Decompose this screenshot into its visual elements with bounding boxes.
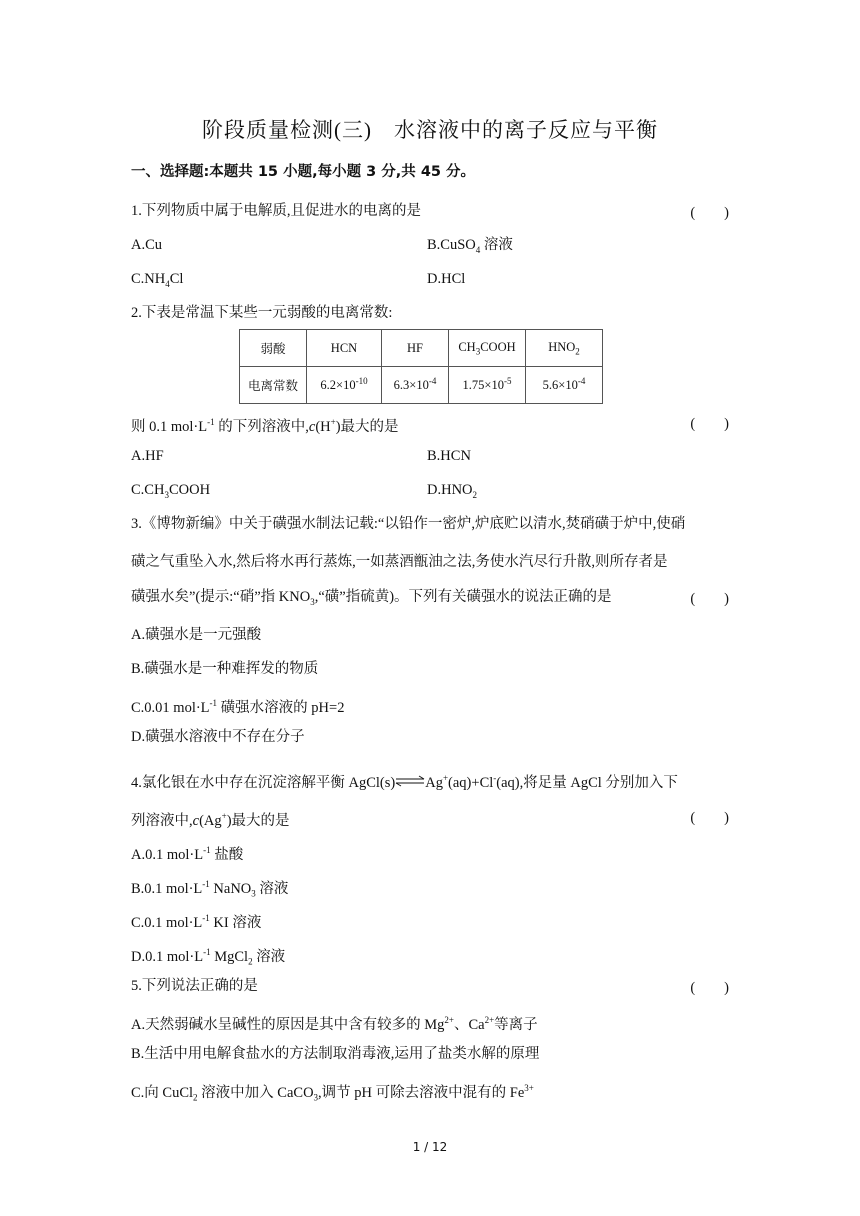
section-heading: 一、选择题:本题共 15 小题,每小题 3 分,共 45 分。 (131, 164, 476, 180)
q4-answer-blank: ( ) (690, 810, 729, 826)
q1-option-d: D.HCl (427, 271, 466, 287)
table-cell: $HNO_2$ (526, 330, 603, 367)
q3-option-a: A.磺强水是一元强酸 (131, 627, 262, 643)
q5-option-c: C.向 CuCl$_2$ 溶液中加入 CaCO$_3$,调节 pH 可除去溶液中混有的 $Fe^{3+}$ (131, 1083, 534, 1103)
q1-stem: 1.下列物质中属于电解质,且促进水的电离的是 (131, 203, 421, 219)
table-cell: 弱酸 (240, 330, 307, 367)
q3-answer-blank: ( ) (690, 591, 729, 607)
q2-option-b: B.HCN (427, 448, 471, 464)
q4-option-d: D.0.1 $mol\cdot L^{-1}$ MgCl$_2$ 溶液 (131, 947, 286, 967)
table-row (240, 367, 603, 404)
q3-line-1: 3.《博物新编》中关于磺强水制法记载:“以铅作一密炉,炉底贮以清水,焚硝磺于炉中,使硝 (131, 516, 686, 532)
table-cell: 电离常数 (240, 367, 307, 404)
table-header-row (240, 330, 603, 367)
q5-option-a: A.天然弱碱水呈碱性的原因是其中含有较多的 $Mg^{2+}$、$Ca^{2+}$等离子 (131, 1015, 538, 1033)
equilibrium-arrow-icon (395, 779, 425, 789)
acid-constant-table (239, 329, 603, 404)
q1-answer-blank: ( ) (690, 205, 729, 221)
q1-option-b: B.CuSO$_4$ 溶液 (427, 237, 513, 255)
q1-option-a: A.Cu (131, 237, 163, 253)
q5-answer-blank: ( ) (690, 980, 729, 996)
q3-option-b: B.磺强水是一种难挥发的物质 (131, 661, 319, 677)
q4-line-2: 列溶液中,c(Ag+)最大的是 (131, 811, 290, 829)
q5-stem: 5.下列说法正确的是 (131, 978, 258, 994)
q4-option-c: C.0.1 $mol\cdot L^{-1}$ KI 溶液 (131, 913, 262, 931)
q1-option-c: $C.NH_4Cl$ (131, 271, 184, 289)
page-title: 阶段质量检测(三) 水溶液中的离子反应与平衡 (202, 118, 658, 142)
q2-stem: 2.下表是常温下某些一元弱酸的电离常数: (131, 305, 393, 321)
q3-option-d: D.磺强水溶液中不存在分子 (131, 729, 305, 745)
q2-option-a: A.HF (131, 448, 164, 464)
q2-question: 则 0.1 $mol\cdot L^{-1}$ 的下列溶液中,c(H+)最大的是 (131, 417, 399, 435)
q4-option-a: A.0.1 $mol\cdot L^{-1}$ 盐酸 (131, 845, 244, 863)
q3-option-c: C.0.01 $mol\cdot L^{-1}$ 磺强水溶液的 pH=2 (131, 698, 345, 716)
table-cell: $6.3\times 10^{-4}$ (382, 367, 449, 404)
q4-option-b: B.0.1 $mol\cdot L^{-1}$ NaNO$_3$ 溶液 (131, 879, 289, 899)
table-cell: $6.2\times 10^{-10}$ (307, 367, 382, 404)
q2-answer-blank: ( ) (690, 416, 729, 432)
table-cell: $1.75\times 10^{-5}$ (449, 367, 526, 404)
q4-line-1: 4.氯化银在水中存在沉淀溶解平衡 AgCl(s) Ag+(aq)+Cl-(aq),将足量 AgCl 分别加入下 (131, 773, 678, 791)
q2-option-d: $D.HNO_2$ (427, 482, 478, 500)
q2-option-c: $C.CH_3COOH$ (131, 482, 211, 500)
q5-option-b: B.生活中用电解食盐水的方法制取消毒液,运用了盐类水解的原理 (131, 1046, 540, 1062)
page-number: 1 / 12 (412, 1140, 448, 1154)
q3-line-3: 磺强水矣”(提示:“硝”指 $KNO_3,“$磺”指硫黄)。下列有关磺强水的说法正确的是 (131, 589, 612, 607)
table-cell: $CH_3COOH$ (449, 330, 526, 367)
table-cell: $5.6\times 10^{-4}$ (526, 367, 603, 404)
table-cell: HCN (307, 330, 382, 367)
q3-line-2: 磺之气重坠入水,然后将水再行蒸炼,一如蒸酒甑油之法,务使水汽尽行升散,则所存者是 (131, 554, 668, 570)
table-cell: HF (382, 330, 449, 367)
